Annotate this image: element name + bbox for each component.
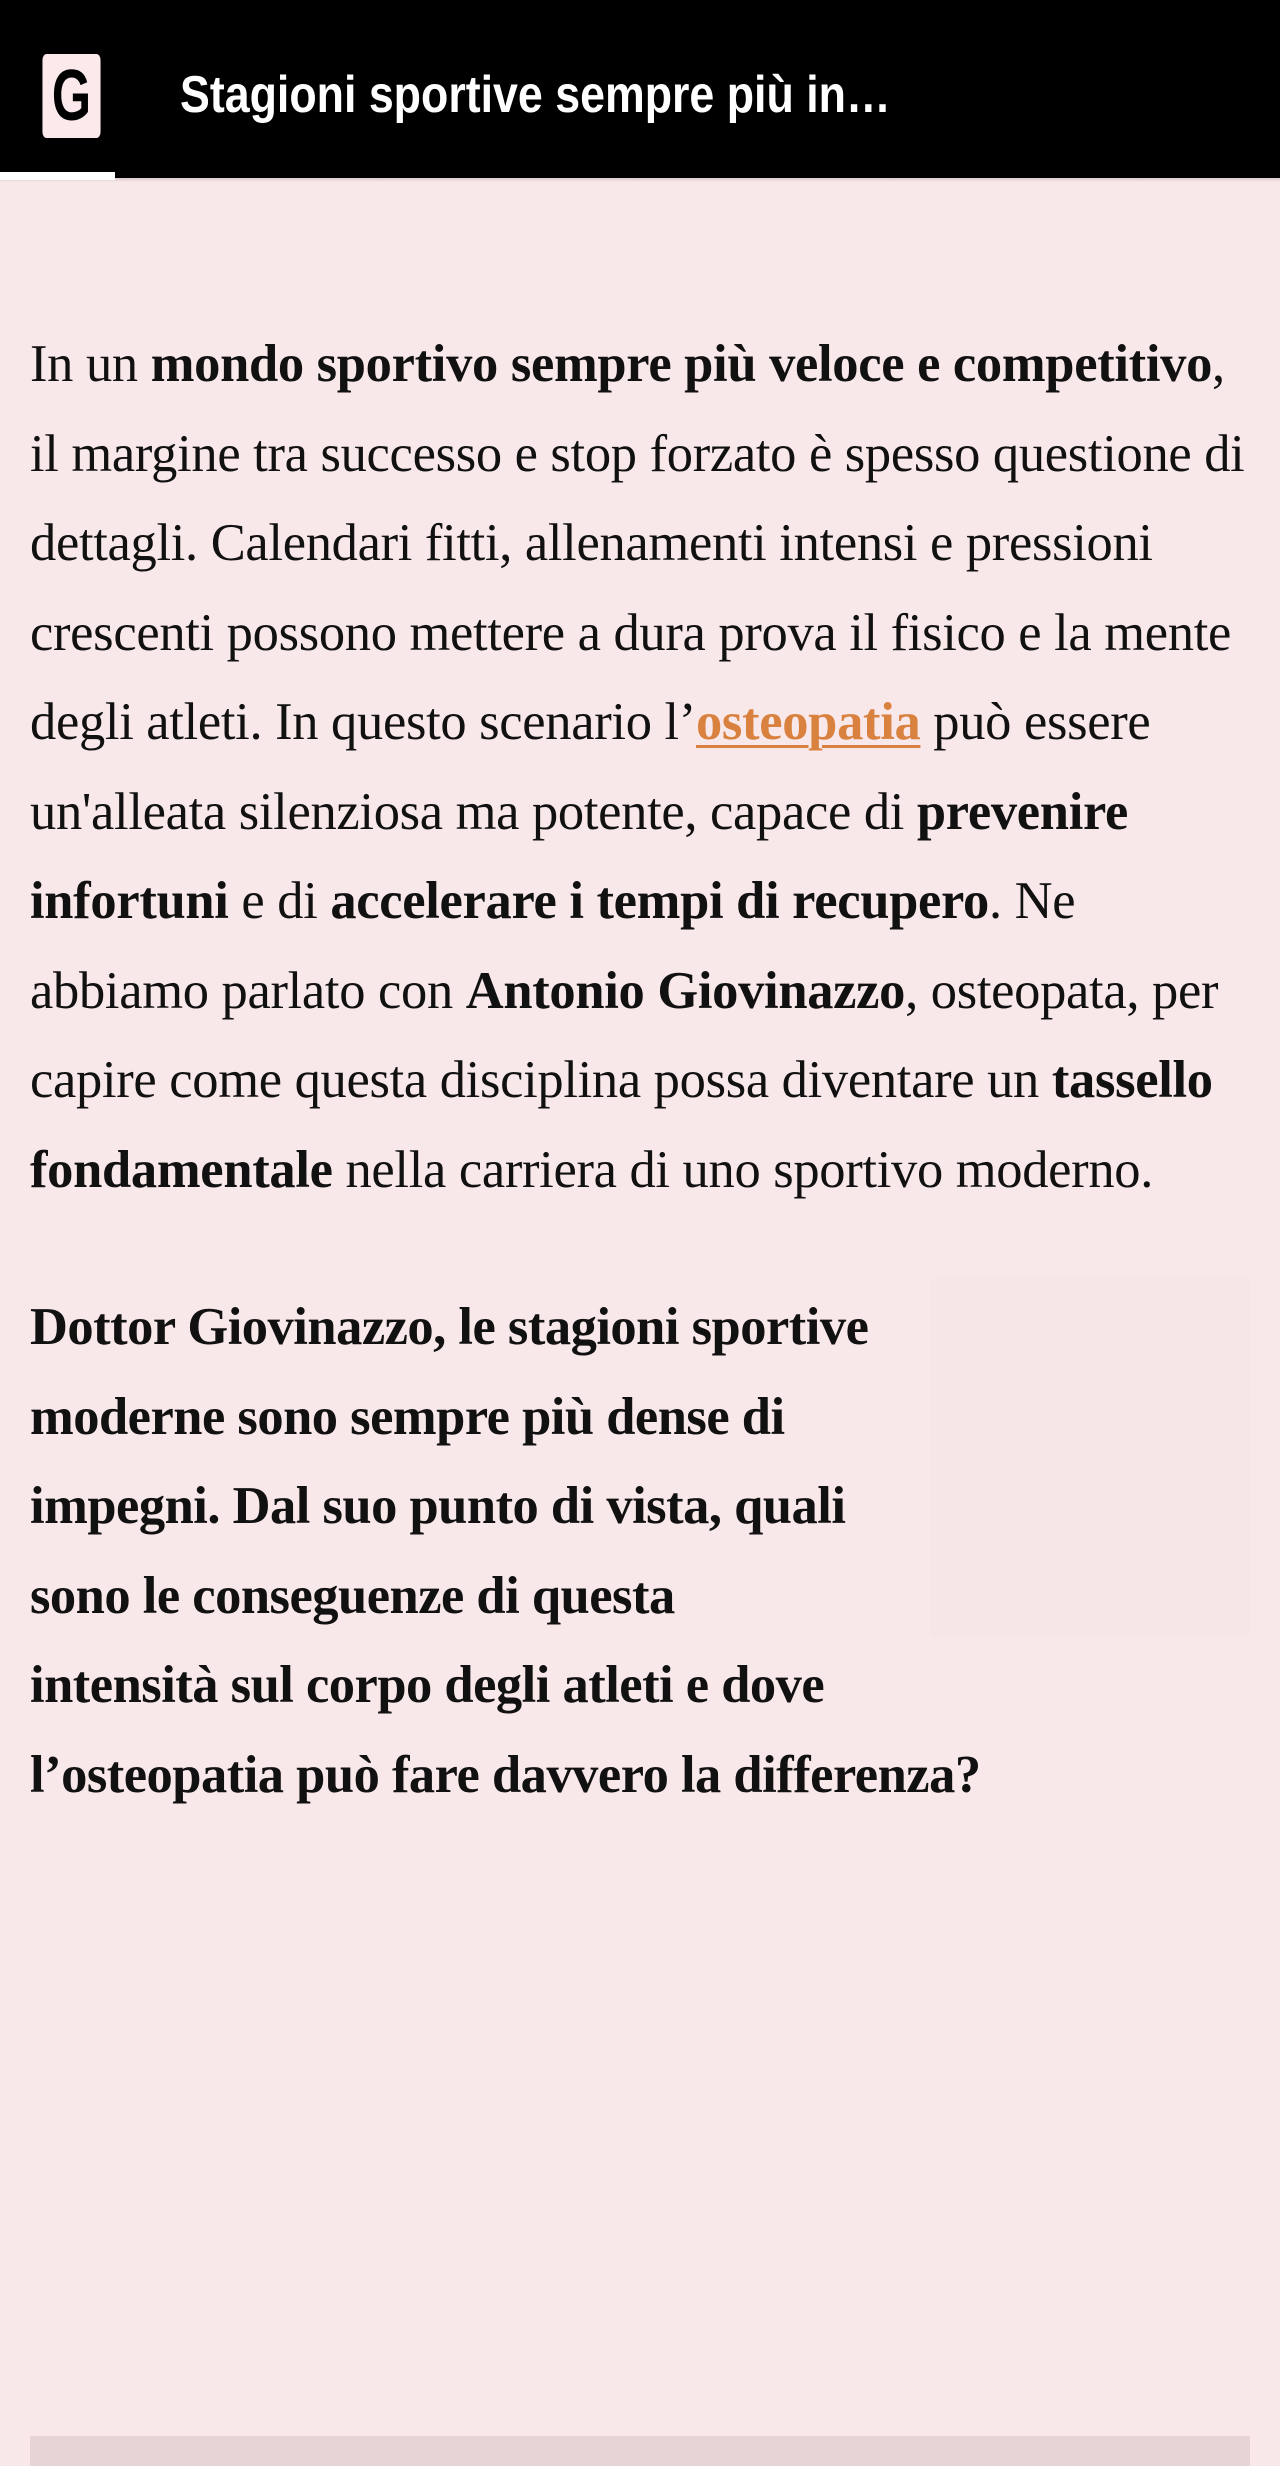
article-body (0, 182, 1280, 1820)
interview-question (30, 1283, 1250, 1820)
gazzetta-logo-icon[interactable]: G (42, 54, 100, 138)
text: , il margine tra successo e stop forzato è spesso questione di dettagli. Calendari fitti, allenamenti intensi e pressioni crescenti possono mettere a dura prova il fisico e la mente degli atleti. In questo scenario l’ (30, 335, 1245, 751)
lead-paragraph (30, 320, 1250, 1215)
text: In un (30, 335, 151, 393)
bold-text: prevenire infortuni (30, 782, 1129, 930)
page-title: Stagioni sportive sempre più in… (180, 66, 891, 124)
bold-text: Antonio Giovinazzo (465, 961, 906, 1020)
text: e di (228, 872, 331, 930)
bold-text: mondo sportivo sempre più veloce e competitivo (150, 335, 1213, 393)
bold-text: tassello fondamentale (30, 1051, 1213, 1199)
text: . Ne abbiamo parlato con (30, 872, 1076, 1020)
content-placeholder (30, 2436, 1250, 2466)
osteopatia-link[interactable]: osteopatia (695, 693, 921, 751)
ad-placeholder (930, 1278, 1250, 1638)
active-indicator (0, 172, 115, 180)
text: nella carriera di uno sportivo moderno. (332, 1140, 1154, 1199)
text: , osteopata, per capire come questa disciplina possa diventare un (30, 961, 1219, 1109)
question-text: Dottor Giovinazzo, le stagioni sportive moderne sono sempre più dense di impegni. Dal suo punto di vista, quali sono le conseguenze di questa intensità sul corpo degli atleti e dove l’osteopatia può fare davvero la differenza? (30, 1298, 981, 1804)
top-bar (0, 0, 1280, 178)
text: può essere un'alleata silenziosa ma potente, capace di (30, 693, 1151, 841)
bold-text: accelerare i tempi di recupero (330, 872, 989, 930)
